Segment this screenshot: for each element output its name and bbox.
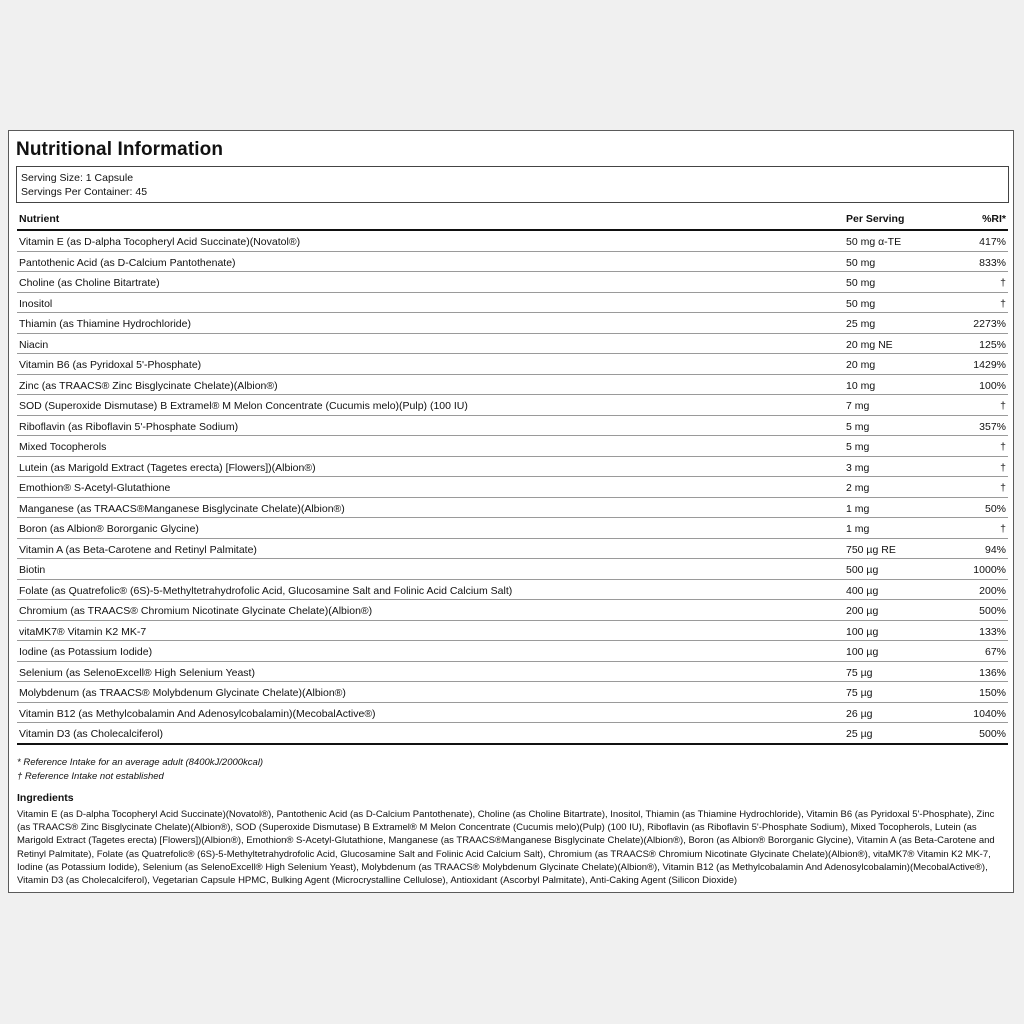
ri-cell: 500% [979,728,1006,740]
ri-cell: 100% [979,379,1006,392]
header-ri: %RI* [982,213,1006,225]
ri-cell: 833% [979,256,1006,269]
per-serving-cell: 26 µg [846,707,873,720]
table-row [17,703,1008,724]
nutrition-panel [8,130,1014,893]
serving-info-box [16,166,1009,203]
per-serving-cell: 25 mg [846,318,876,330]
ri-cell: 1040% [973,707,1006,720]
per-serving-cell: 20 mg NE [846,338,893,351]
ri-cell: † [1000,482,1006,494]
table-row [17,436,1008,457]
per-serving-cell: 3 mg [846,461,870,474]
nutrient-cell: Vitamin D3 (as Cholecalciferol) [19,728,163,740]
nutrient-cell: Vitamin B12 (as Methylcobalamin And Adenosylcobalamin)(MecobalActive®) [19,707,376,720]
per-serving-cell: 75 µg [846,687,873,699]
table-row [17,600,1008,621]
ri-cell: 2273% [973,318,1006,330]
table-row [17,580,1008,601]
table-row [17,416,1008,437]
per-serving-cell: 5 mg [846,420,870,433]
nutrient-cell: Zinc (as TRAACS® Zinc Bisglycinate Chelate)(Albion®) [19,379,278,392]
ingredients-title: Ingredients [17,792,74,804]
ri-cell: 1000% [973,564,1006,576]
header-nutrient: Nutrient [19,213,60,225]
ri-cell: 357% [979,420,1006,433]
nutrient-cell: Manganese (as TRAACS®Manganese Bisglycinate Chelate)(Albion®) [19,502,345,515]
table-row [17,375,1008,396]
table-row [17,457,1008,478]
ri-cell: 67% [984,646,1006,658]
per-serving-cell: 400 µg [846,584,879,597]
ri-cell: † [1000,297,1006,310]
nutrient-cell: Boron (as Albion® Bororganic Glycine) [19,523,199,535]
nutrient-cell: Riboflavin (as Riboflavin 5'-Phosphate Sodium) [19,420,239,433]
ri-cell: 417% [979,236,1006,248]
page-title: Nutritional Information [16,139,224,160]
footnotes [17,756,263,783]
per-serving-cell: 50 mg [846,297,876,310]
nutrient-cell: Biotin [19,564,46,576]
per-serving-cell: 50 mg α-TE [846,236,902,248]
table-row [17,518,1008,539]
nutrient-cell: Vitamin B6 (as Pyridoxal 5'-Phosphate) [19,359,202,371]
nutrient-cell: Thiamin (as Thiamine Hydrochloride) [19,318,191,330]
per-serving-cell: 500 µg [846,564,879,576]
nutrient-cell: Mixed Tocopherols [19,441,107,453]
per-serving-cell: 1 mg [846,523,870,535]
table-row [17,662,1008,683]
table-row [17,621,1008,642]
table-row [17,272,1008,293]
per-serving-cell: 100 µg [846,646,879,658]
ri-cell: 136% [979,666,1006,679]
per-serving-cell: 2 mg [846,482,870,494]
header-per-serving: Per Serving [846,213,905,225]
ri-cell: 94% [984,543,1006,556]
ri-cell: 500% [979,605,1006,617]
per-serving-cell: 10 mg [846,379,876,392]
per-serving-cell: 100 µg [846,625,879,638]
nutrient-cell: Pantothenic Acid (as D-Calcium Pantothenate) [19,256,236,269]
nutrient-cell: Vitamin A (as Beta-Carotene and Retinyl Palmitate) [19,543,257,556]
nutrient-cell: Emothion® S-Acetyl-Glutathione [19,482,171,494]
table-row [17,252,1008,273]
table-body [17,231,1008,745]
nutrient-cell: Lutein (as Marigold Extract (Tagetes erecta) [Flowers])(Albion®) [19,461,316,474]
per-serving-cell: 750 µg RE [846,543,896,556]
servings-per-container: Servings Per Container: 45 [21,186,148,198]
table-row [17,641,1008,662]
table-row [17,313,1008,334]
table-row [17,498,1008,519]
table-row [17,293,1008,314]
serving-size: Serving Size: 1 Capsule [21,172,134,184]
ri-cell: 125% [979,338,1006,351]
nutrient-cell: Selenium (as SelenoExcell® High Selenium Yeast) [19,666,255,679]
ri-cell: † [1000,461,1006,474]
ri-cell: 150% [979,687,1006,699]
nutrition-table [17,210,1008,745]
ri-footnote: * Reference Intake for an average adult (8400kJ/2000kcal) [17,757,264,768]
per-serving-cell: 7 mg [846,400,870,412]
table-row [17,477,1008,498]
table-row [17,539,1008,560]
table-row [17,231,1008,252]
table-header [17,210,1008,231]
nutrient-cell: Molybdenum (as TRAACS® Molybdenum Glycinate Chelate)(Albion®) [19,687,346,699]
table-row [17,334,1008,355]
ri-cell: 200% [979,584,1006,597]
nutrient-cell: Folate (as Quatrefolic® (6S)-5-Methyltetrahydrofolic Acid, Glucosamine Salt and Folinic Acid Calcium Salt) [19,584,513,597]
per-serving-cell: 1 mg [846,502,870,515]
ri-cell: † [1000,441,1006,453]
nutrient-cell: Vitamin E (as D-alpha Tocopheryl Acid Succinate)(Novatol®) [19,236,301,248]
ri-cell: 1429% [973,359,1006,371]
table-row [17,354,1008,375]
nutrient-cell: SOD (Superoxide Dismutase) B Extramel® M Melon Concentrate (Cucumis melo)(Pulp) (100 IU) [19,400,468,412]
ri-cell: † [1000,400,1006,412]
per-serving-cell: 5 mg [846,441,870,453]
nutrient-cell: Inositol [19,297,53,310]
nutrient-cell: Iodine (as Potassium Iodide) [19,646,153,658]
nutrient-cell: Niacin [19,338,49,351]
table-row [17,723,1008,745]
ri-cell: 50% [984,502,1006,515]
per-serving-cell: 50 mg [846,256,876,269]
table-row [17,395,1008,416]
ri-cell: 133% [979,625,1006,638]
per-serving-cell: 25 µg [846,728,873,740]
per-serving-cell: 200 µg [846,605,879,617]
dagger-footnote: † Reference Intake not established [17,770,164,782]
table-row [17,559,1008,580]
per-serving-cell: 50 mg [846,277,876,289]
nutrient-cell: Chromium (as TRAACS® Chromium Nicotinate Glycinate Chelate)(Albion®) [19,605,373,617]
ingredients-text: Vitamin E (as D-alpha Tocopheryl Acid Succinate)(Novatol®), Pantothenic Acid (as D-Calcium Pantothenate), Choline (as Choline Bitartrate), Inositol, Thiamin (as Thiamine Hydrochloride), Vitamin B6 (as Pyridoxal 5'-Phosphate), Zinc (as TRAACS® Zinc Bisglycinate Chelate)(Albion®), SOD (Superoxide Dismutase) B Extramel® M Melon Concentrate (Cucumis melo)(Pulp) (100 IU), Riboflavin (as Riboflavin 5'-Phosphate Sodium), Mixed Tocopherols, Lutein (as Marigold Extract (Tagetes erecta) [Flowers])(Albion®), Emothion® S-Acetyl-Glutathione, Manganese (as TRAACS®Manganese Bisglycinate Chelate)(Albion®), Boron (as Albion® Bororganic Glycine), Vitamin A (as Beta-Carotene and Retinyl Palmitate), Folate (as Quatrefolic® (6S)-5-Methyltetrahydrofolic Acid, Glucosamine Salt and Folinic Acid Calcium Salt), Chromium (as TRAACS® Chromium Nicotinate Glycinate Chelate)(Albion®), vitaMK7® Vitamin K2 MK-7, Iodine (as Potassium Iodide), Selenium (as SelenoExcell® High Selenium Yeast), Molybdenum (as TRAACS® Molybdenum Glycinate Chelate)(Albion®), Vitamin B12 (as Methylcobalamin And Adenosylcobalamin)(MecobalActive®), Vitamin D3 (as Cholecalciferol), Vegetarian Capsule HPMC, Bulking Agent (Microcrystalline Cellulose), Antioxidant (Ascorbyl Palmitate), Anti-Caking Agent (Silicon Dioxide) [17,809,995,887]
nutrient-cell: vitaMK7® Vitamin K2 MK-7 [19,625,147,638]
table-row [17,682,1008,703]
ri-cell: † [1000,523,1006,535]
per-serving-cell: 20 mg [846,359,876,371]
ri-cell: † [1000,277,1006,289]
per-serving-cell: 75 µg [846,666,873,679]
nutrient-cell: Choline (as Choline Bitartrate) [19,277,160,289]
